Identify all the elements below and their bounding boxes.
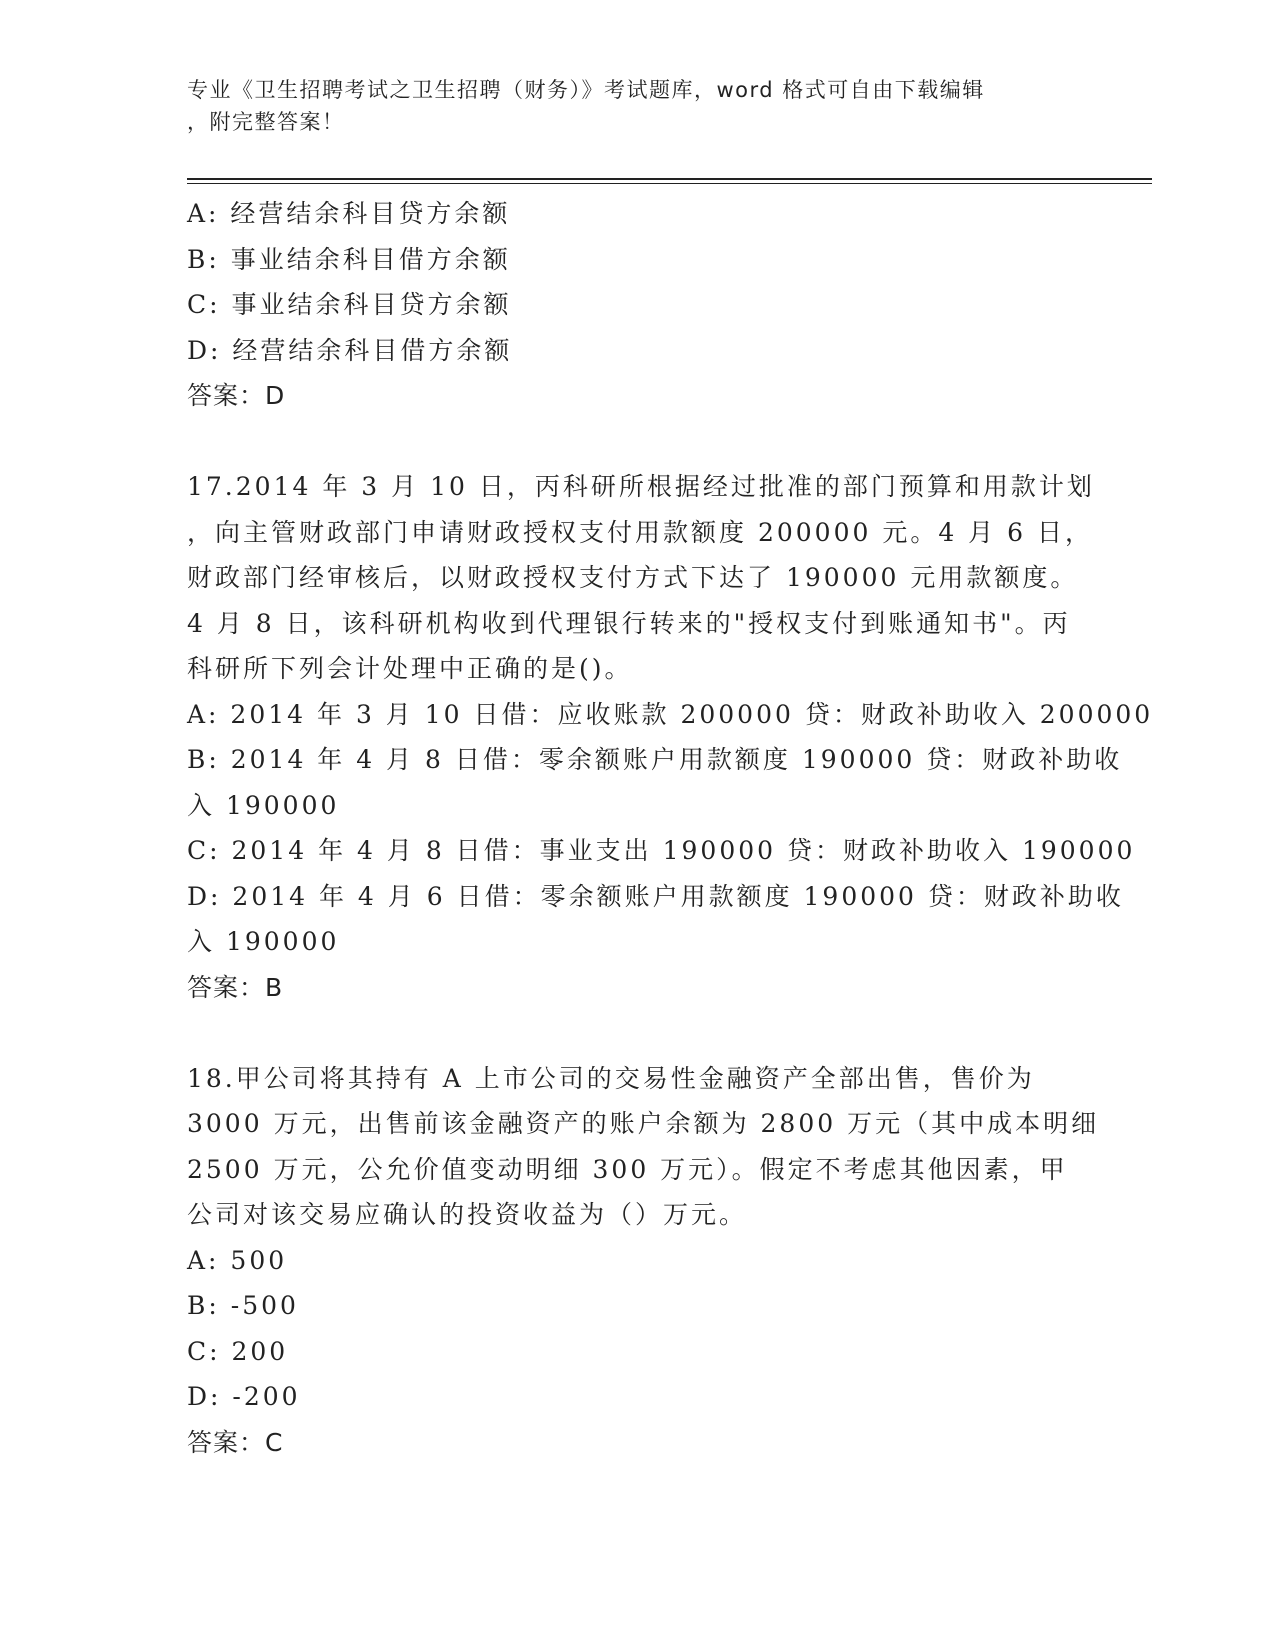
answer-line: 答案：C (187, 1427, 284, 1457)
option-b: B: -500 (187, 1291, 299, 1320)
question-17 (187, 464, 1154, 1010)
option-c: C: 2014 年 4 月 8 日借：事业支出 190000 贷：财政补助收入 190000 (187, 836, 1136, 865)
option-c: C: 事业结余科目贷方余额 (187, 290, 512, 319)
option-b-continued: 入 190000 (187, 790, 340, 820)
option-b: B: 事业结余科目借方余额 (187, 244, 511, 274)
question-16 (187, 191, 1087, 419)
header-line-2: ，附完整答案！ (187, 110, 345, 134)
question-stem-line: 公司对该交易应确认的投资收益为（）万元。 (187, 1200, 748, 1229)
question-stem-line: 2500 万元，公允价值变动明细 300 万元）。假定不考虑其他因素，甲 (187, 1154, 1068, 1184)
option-a: A: 500 (187, 1245, 288, 1275)
answer-line: 答案：B (187, 972, 284, 1002)
question-stem-line: 4 月 8 日，该科研机构收到代理银行转来的"授权支付到账通知书"。丙 (187, 608, 1071, 638)
option-d: D: -200 (187, 1382, 301, 1411)
option-d: D: 经营结余科目借方余额 (187, 335, 513, 365)
option-d: D: 2014 年 4 月 6 日借：零余额账户用款额度 190000 贷：财政补助收 (187, 881, 1124, 911)
option-b: B: 2014 年 4 月 8 日借：零余额账户用款额度 190000 贷：财政补助收 (187, 745, 1123, 774)
question-stem-line: 3000 万元，出售前该金融资产的账户余额为 2800 万元（其中成本明细 (187, 1109, 1100, 1138)
header-line-1: 专业《卫生招聘考试之卫生招聘（财务）》考试题库，word 格式可自由下载编辑 (187, 78, 985, 102)
question-stem-line: ，向主管财政部门申请财政授权支付用款额度 200000 元。4 月 6 日， (187, 517, 1093, 547)
document-body (187, 191, 1154, 1465)
spacer (187, 1010, 1087, 1056)
question-stem-line: 科研所下列会计处理中正确的是()。 (187, 654, 633, 683)
question-stem-line: 18.甲公司将其持有 A 上市公司的交易性金融资产全部出售，售价为 (187, 1063, 1035, 1093)
option-a: A: 2014 年 3 月 10 日借：应收账款 200000 贷：财政补助收入 200000 (187, 699, 1154, 729)
header-divider-thin (187, 183, 1152, 184)
answer-line: 答案：D (187, 381, 286, 410)
question-stem-line: 财政部门经审核后，以财政授权支付方式下达了 190000 元用款额度。 (187, 563, 1079, 592)
spacer (187, 419, 1087, 465)
question-18 (187, 1056, 1100, 1466)
option-c: C: 200 (187, 1336, 289, 1366)
document-header (187, 74, 1067, 138)
question-stem-line: 17.2014 年 3 月 10 日，丙科研所根据经过批准的部门预算和用款计划 (187, 472, 1095, 501)
header-divider-thick (187, 178, 1152, 180)
option-d-continued: 入 190000 (187, 927, 340, 956)
option-a: A: 经营结余科目贷方余额 (187, 199, 511, 228)
